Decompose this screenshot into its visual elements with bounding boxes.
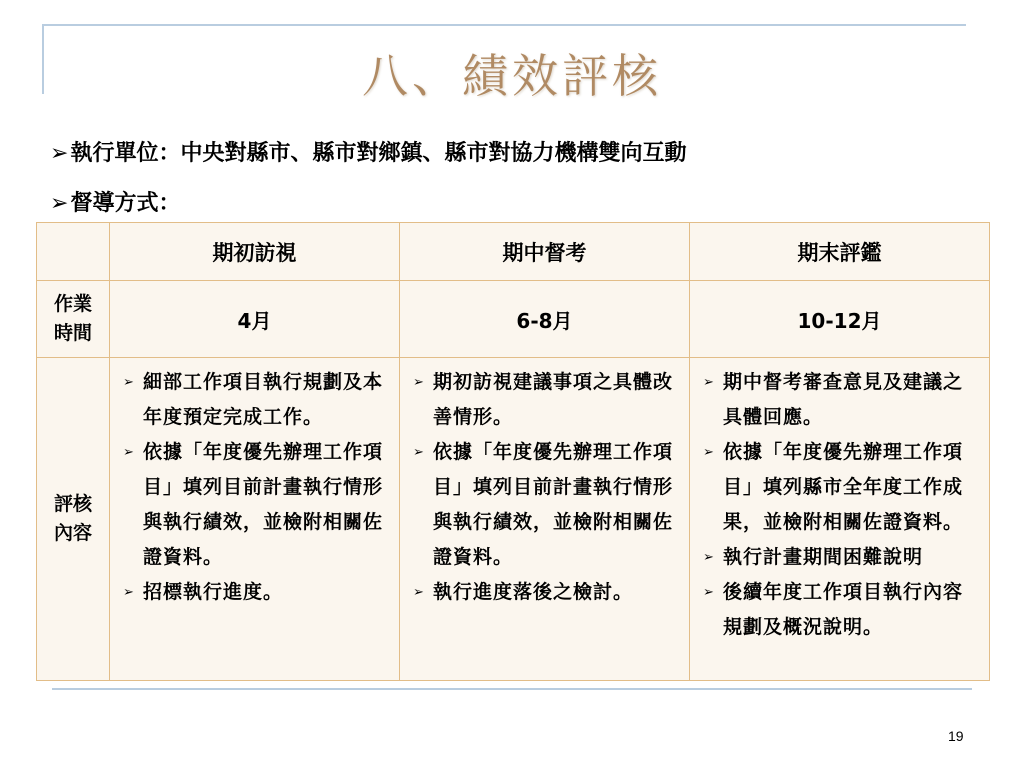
slide-title: 八、績效評核 <box>362 49 662 103</box>
page-number: 19 <box>948 728 964 744</box>
table-header-row <box>37 223 990 281</box>
time-final-evaluation: 10-12月 <box>690 281 990 358</box>
list-item: ➢ 依據「年度優先辦理工作項目」填列目前計畫執行情形與執行績效，並檢附相關佐證資料。 <box>123 435 392 575</box>
frame-bottom-line <box>52 688 972 690</box>
list-item: ➢ 執行進度落後之檢討。 <box>413 575 682 610</box>
row-label-work-time <box>37 281 110 358</box>
list-item: ➢ 招標執行進度。 <box>123 575 392 610</box>
arrow-bullet-icon: ➢ <box>50 191 69 216</box>
time-midterm-review: 6-8月 <box>400 281 690 358</box>
list-item: ➢ 後續年度工作項目執行內容規劃及概況說明。 <box>703 575 982 645</box>
header-corner-cell <box>37 223 110 281</box>
list-item: ➢ 依據「年度優先辦理工作項目」填列縣市全年度工作成果，並檢附相關佐證資料。 <box>703 435 982 540</box>
table-row-work-time <box>37 281 990 358</box>
bullet-supervision-method <box>50 186 180 217</box>
list-item: ➢ 期中督考審查意見及建議之具體回應。 <box>703 365 982 435</box>
table-row-evaluation-content <box>37 358 990 681</box>
item-list <box>691 359 988 645</box>
header-midterm-review: 期中督考 <box>400 223 690 281</box>
header-initial-visit: 期初訪視 <box>110 223 400 281</box>
row-label-text: 作業時間 <box>53 293 92 344</box>
content-midterm-review <box>400 358 690 681</box>
time-initial-visit: 4月 <box>110 281 400 358</box>
list-item: ➢ 執行計畫期間困難說明 <box>703 540 982 575</box>
item-list <box>401 359 688 610</box>
frame-top-line <box>42 24 966 26</box>
arrow-bullet-icon: ➢ <box>50 141 69 166</box>
content-initial-visit <box>110 358 400 681</box>
bullet-text: 督導方式： <box>70 191 181 216</box>
list-item: ➢ 期初訪視建議事項之具體改善情形。 <box>413 365 682 435</box>
bullet-execution-unit <box>50 136 686 167</box>
row-label-text: 評核內容 <box>53 493 92 544</box>
item-list <box>111 359 398 610</box>
list-item: ➢ 細部工作項目執行規劃及本年度預定完成工作。 <box>123 365 392 435</box>
row-label-evaluation-content <box>37 358 110 681</box>
header-final-evaluation: 期末評鑑 <box>690 223 990 281</box>
content-final-evaluation <box>690 358 990 681</box>
bullet-text: 執行單位：中央對縣市、縣市對鄉鎮、縣市對協力機構雙向互動 <box>70 141 687 166</box>
list-item: ➢ 依據「年度優先辦理工作項目」填列目前計畫執行情形與執行績效，並檢附相關佐證資料。 <box>413 435 682 575</box>
supervision-table <box>36 222 990 681</box>
